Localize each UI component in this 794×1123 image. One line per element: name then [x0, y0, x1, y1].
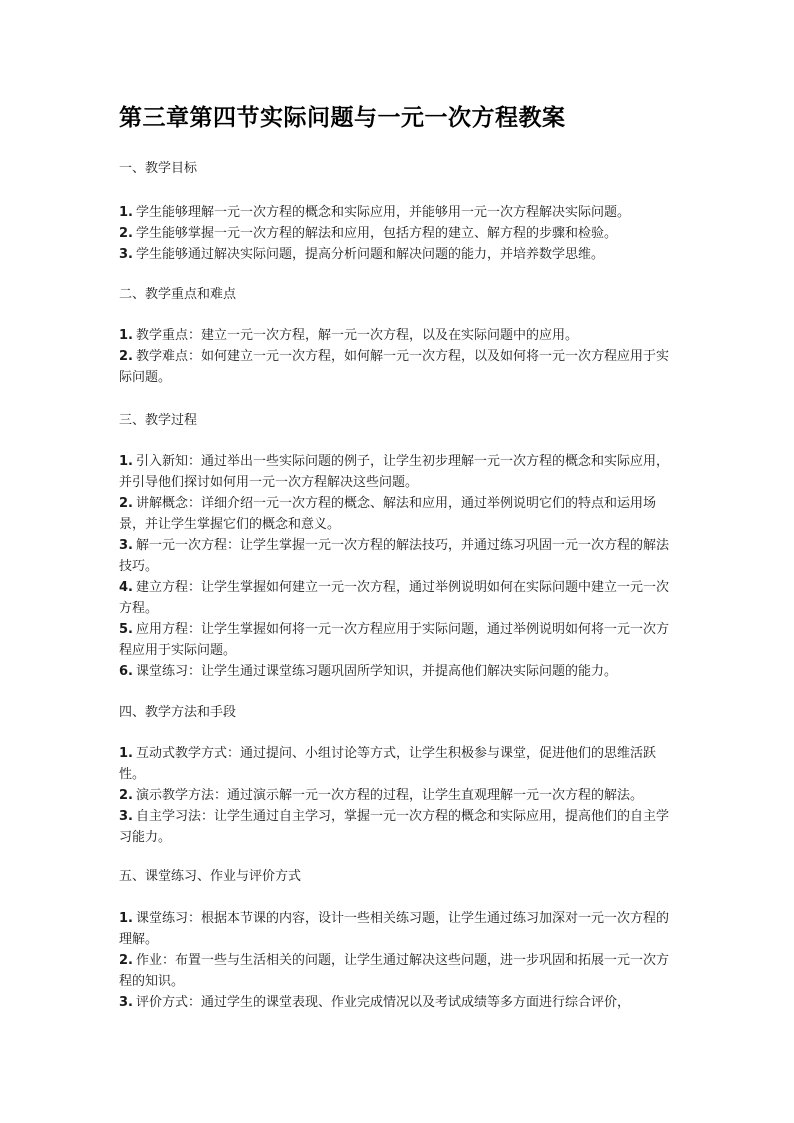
- list-item: [119, 908, 675, 950]
- list-item-number: 1.: [119, 328, 133, 343]
- list-item-number: 6.: [119, 664, 133, 679]
- list-item-text: 互动式教学方式：通过提问、小组讨论等方式，让学生积极参与课堂，促进他们的思维活跃性。: [119, 746, 656, 782]
- section-heading-practice-evaluation: 五、课堂练习、作业与评价方式: [119, 869, 302, 884]
- list-item-text: 作业：布置一些与生活相关的问题，让学生通过解决这些问题，进一步巩固和拓展一元一次方程的知识。: [119, 953, 669, 989]
- list-item-text: 建立方程：让学生掌握如何建立一元一次方程，通过举例说明如何在实际问题中建立一元一次方程。: [119, 580, 669, 616]
- list-item-number: 3.: [119, 995, 133, 1010]
- list-item-text: 应用方程：让学生掌握如何将一元一次方程应用于实际问题，通过举例说明如何将一元一次方程应用于实际问题。: [119, 622, 669, 658]
- list-item-text: 引入新知：通过举出一些实际问题的例子，让学生初步理解一元一次方程的概念和实际应用，并引导他们探讨如何用一元一次方程解决这些问题。: [119, 454, 669, 490]
- list-item-text: 自主学习法：让学生通过自主学习，掌握一元一次方程的概念和实际应用，提高他们的自主学习能力。: [119, 809, 669, 845]
- list-item-number: 1.: [119, 911, 133, 926]
- list-item: [119, 806, 675, 848]
- methods-list: [119, 743, 675, 848]
- list-item-text: 教学难点：如何建立一元一次方程，如何解一元一次方程，以及如何将一元一次方程应用于实际问题。: [119, 349, 669, 385]
- list-item: [119, 493, 675, 535]
- list-item-number: 1.: [119, 205, 133, 220]
- list-item-number: 2.: [119, 788, 133, 803]
- list-item: [119, 325, 675, 346]
- list-item-number: 3.: [119, 247, 133, 262]
- list-item-number: 2.: [119, 496, 133, 511]
- list-item-text: 解一元一次方程：让学生掌握一元一次方程的解法技巧，并通过练习巩固一元一次方程的解法技巧。: [119, 538, 669, 574]
- list-item-text: 评价方式：通过学生的课堂表现、作业完成情况以及考试成绩等多方面进行综合评价，: [135, 995, 630, 1010]
- list-item-number: 2.: [119, 953, 133, 968]
- key-points-list: [119, 325, 675, 388]
- objectives-list: [119, 202, 675, 265]
- list-item-number: 5.: [119, 622, 133, 637]
- section-heading-key-points: 二、教学重点和难点: [119, 287, 237, 302]
- list-item-number: 2.: [119, 226, 133, 241]
- section-heading-objectives: 一、教学目标: [119, 161, 198, 176]
- list-item: [119, 950, 675, 992]
- list-item-number: 2.: [119, 349, 133, 364]
- section-heading-methods: 四、教学方法和手段: [119, 705, 237, 720]
- page-title: 第三章第四节实际问题与一元一次方程教案: [119, 104, 566, 131]
- list-item-text: 讲解概念：详细介绍一元一次方程的概念、解法和应用，通过举例说明它们的特点和运用场景，并让学生掌握它们的概念和意义。: [119, 496, 656, 532]
- list-item: [119, 451, 675, 493]
- list-item-number: 3.: [119, 538, 133, 553]
- list-item-number: 1.: [119, 454, 133, 469]
- process-list: [119, 451, 675, 682]
- list-item-text: 学生能够掌握一元一次方程的解法和应用，包括方程的建立、解方程的步骤和检验。: [135, 226, 617, 241]
- list-item-number: 4.: [119, 580, 133, 595]
- list-item: [119, 202, 675, 223]
- section-heading-process: 三、教学过程: [119, 413, 198, 428]
- list-item: [119, 661, 675, 682]
- list-item: [119, 346, 675, 388]
- list-item: [119, 785, 675, 806]
- list-item: [119, 535, 675, 577]
- list-item: [119, 743, 675, 785]
- list-item-text: 课堂练习：根据本节课的内容，设计一些相关练习题，让学生通过练习加深对一元一次方程的理解。: [119, 911, 669, 947]
- list-item-number: 3.: [119, 809, 133, 824]
- list-item-text: 演示教学方法：通过演示解一元一次方程的过程，让学生直观理解一元一次方程的解法。: [135, 788, 643, 803]
- list-item-text: 学生能够通过解决实际问题，提高分析问题和解决问题的能力，并培养数学思维。: [135, 247, 604, 262]
- list-item: [119, 992, 675, 1013]
- list-item-number: 1.: [119, 746, 133, 761]
- list-item: [119, 223, 675, 244]
- list-item-text: 学生能够理解一元一次方程的概念和实际应用，并能够用一元一次方程解决实际问题。: [135, 205, 630, 220]
- list-item: [119, 619, 675, 661]
- list-item-text: 课堂练习：让学生通过课堂练习题巩固所学知识，并提高他们解决实际问题的能力。: [135, 664, 617, 679]
- list-item-text: 教学重点：建立一元一次方程，解一元一次方程，以及在实际问题中的应用。: [135, 328, 578, 343]
- list-item: [119, 577, 675, 619]
- practice-evaluation-list: [119, 908, 675, 1013]
- list-item: [119, 244, 675, 265]
